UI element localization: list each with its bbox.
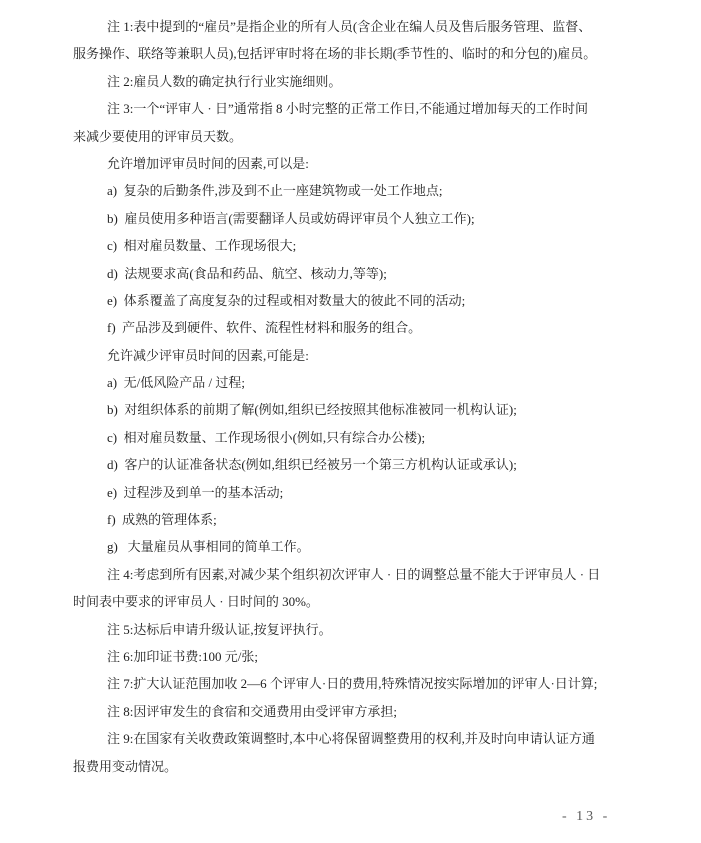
text-line: 注 1:表中提到的“雇员”是指企业的所有人员(含企业在编人员及售后服务管理、监督、 (107, 19, 592, 34)
text-line: c) 相对雇员数量、工作现场很小(例如,只有综合办公楼); (107, 429, 426, 445)
text-line: 注 9:在国家有关收费政策调整时,本中心将保留调整费用的权利,并及时向申请认证方通 (107, 731, 595, 747)
text-line: g) 大量雇员从事相同的简单工作。 (107, 539, 310, 555)
document-text (73, 13, 633, 780)
text-line: 允许增加评审员时间的因素,可以是: (107, 155, 309, 171)
text-line: 注 7:扩大认证范围加收 2—6 个评审人·日的费用,特殊情况按实际增加的评审人·日计算; (107, 676, 598, 692)
text-line: 注 8:因评审发生的食宿和交通费用由受评审方承担; (107, 703, 397, 719)
text-line: 注 2:雇员人数的确定执行行业实施细则。 (107, 73, 342, 89)
text-line: b) 雇员使用多种语言(需要翻译人员或妨碍评审员个人独立工作); (107, 210, 475, 226)
text-line: d) 客户的认证准备状态(例如,组织已经被另一个第三方机构认证或承认); (107, 457, 517, 473)
text-line: f) 产品涉及到硬件、软件、流程性材料和服务的组合。 (107, 320, 422, 336)
text-line: c) 相对雇员数量、工作现场很大; (107, 238, 297, 254)
text-line: 注 4:考虑到所有因素,对减少某个组织初次评审人 · 日的调整总量不能大于评审员人 · 日 (107, 566, 601, 582)
page-number: - 13 - (562, 809, 611, 824)
text-line: a) 复杂的后勤条件,涉及到不止一座建筑物或一处工作地点; (107, 183, 443, 199)
text-line: 注 5:达标后申请升级认证,按复评执行。 (107, 621, 332, 637)
text-line: 注 6:加印证书费:100 元/张; (107, 648, 258, 664)
text-line: 允许减少评审员时间的因素,可能是: (107, 347, 309, 363)
text-line: e) 过程涉及到单一的基本活动; (107, 484, 284, 500)
text-line: a) 无/低风险产品 / 过程; (107, 375, 245, 391)
text-line: 注 3:一个“评审人 · 日”通常指 8 小时完整的正常工作日,不能通过增加每天的工作时间 (107, 101, 588, 117)
text-line: 时间表中要求的评审员人 · 日时间的 30%。 (73, 594, 319, 610)
text-line: 来减少要使用的评审员天数。 (73, 128, 243, 144)
text-line: b) 对组织体系的前期了解(例如,组织已经按照其他标准被同一机构认证); (107, 402, 517, 418)
text-line: 报费用变动情况。 (73, 758, 178, 774)
text-line: f) 成熟的管理体系; (107, 512, 217, 528)
text-line: e) 体系覆盖了高度复杂的过程或相对数量大的彼此不同的活动; (107, 292, 466, 308)
text-line: d) 法规要求高(食品和药品、航空、核动力,等等); (107, 265, 387, 281)
text-line: 服务操作、联络等兼职人员),包括评审时将在场的非长期(季节性的、临时的和分包的)雇员。 (73, 46, 597, 62)
